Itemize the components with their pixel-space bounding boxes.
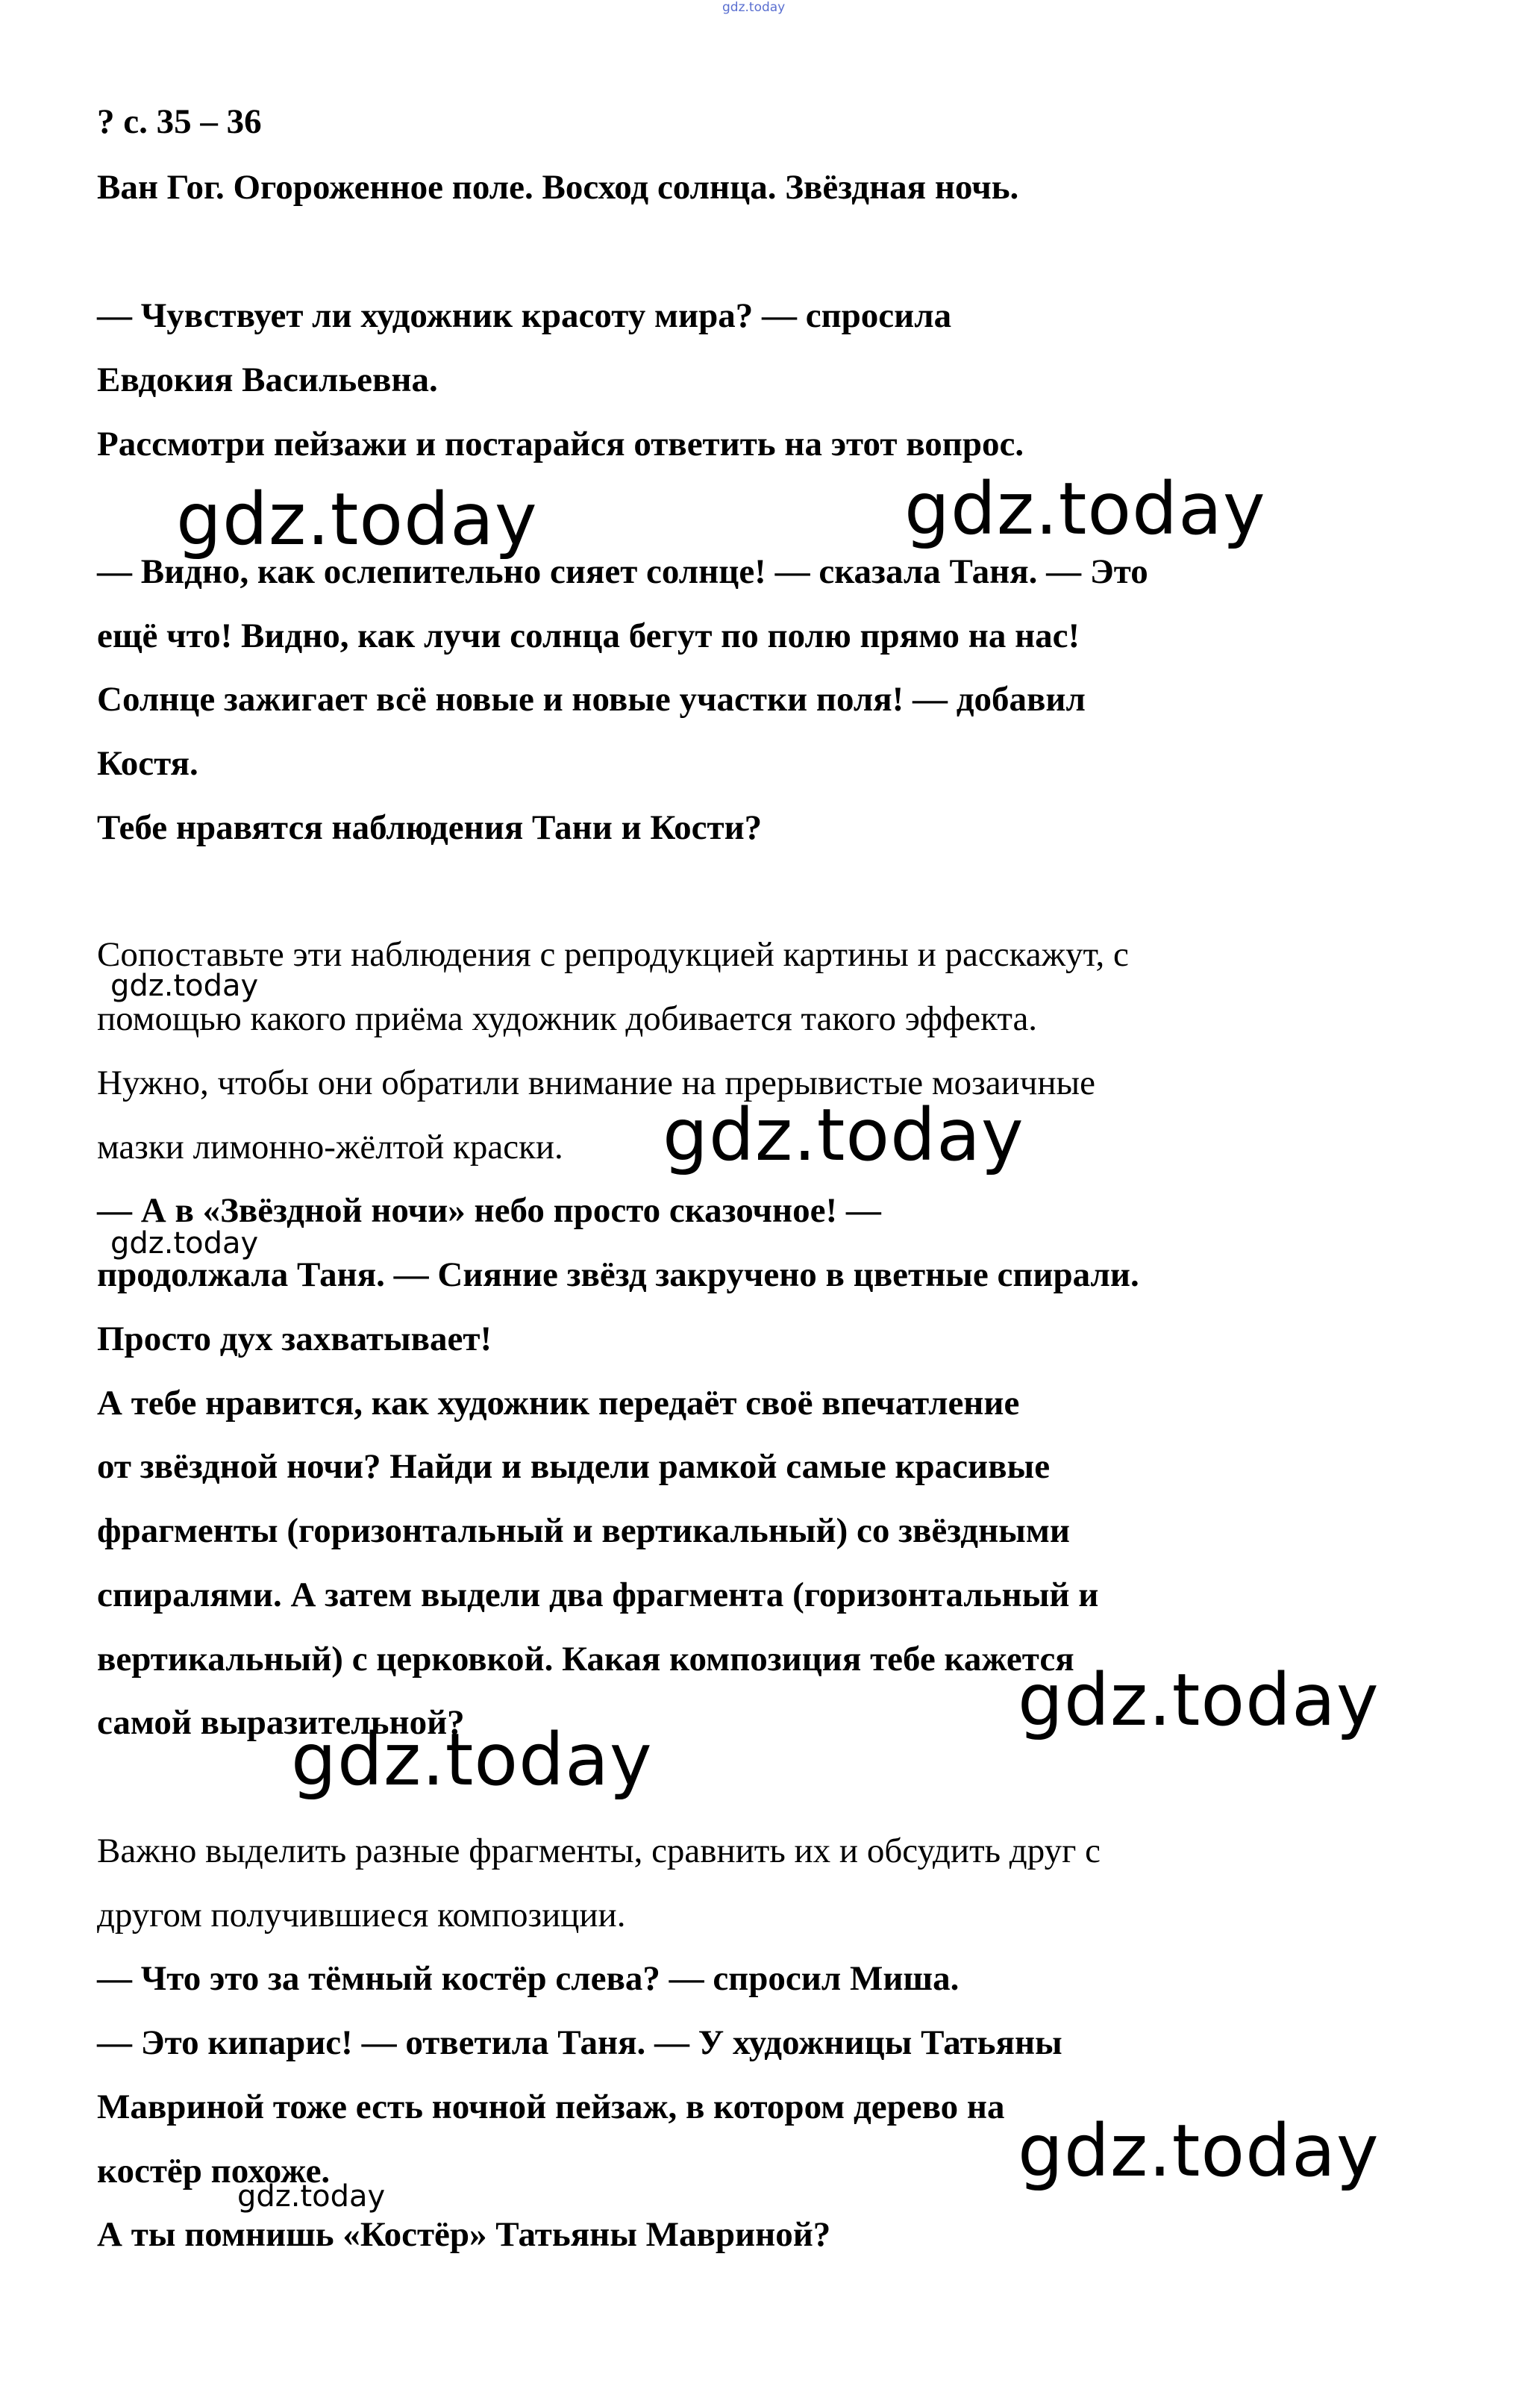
lesson-title: Ван Гог. Огороженное поле. Восход солнца. Звёздная ночь. [97, 168, 1019, 207]
text-line: Рассмотри пейзажи и постарайся ответить на этот вопрос. [97, 425, 1024, 463]
answer-line: помощью какого приёма художник добивается такого эффекта. [97, 999, 1038, 1038]
watermark: gdz.today [110, 969, 259, 1003]
text-line: продолжала Таня. — Сияние звёзд закручено в цветные спирали. [97, 1255, 1139, 1294]
text-line: — Это кипарис! — ответила Таня. — У художницы Татьяны [97, 2023, 1062, 2062]
answer-line: Нужно, чтобы они обратили внимание на прерывистые мозаичные [97, 1064, 1095, 1102]
answer-line: Сопоставьте эти наблюдения с репродукцией картины и расскажут, с [97, 935, 1129, 974]
watermark: gdz.today [237, 2179, 386, 2214]
text-line: вертикальный) с церковкой. Какая композиция тебе кажется [97, 1640, 1074, 1679]
text-line: — А в «Звёздной ночи» небо просто сказочное! — [97, 1191, 881, 1230]
text-line: ещё что! Видно, как лучи солнца бегут по полю прямо на нас! [97, 616, 1080, 655]
text-line: Евдокия Васильевна. [97, 360, 438, 399]
header-watermark: gdz.today [722, 0, 786, 15]
text-line: костёр похоже. [97, 2152, 331, 2191]
text-line: А ты помнишь «Костёр» Татьяны Мавриной? [97, 2215, 831, 2254]
text-line: А тебе нравится, как художник передаёт своё впечатление [97, 1384, 1020, 1423]
text-line: Тебе нравятся наблюдения Тани и Кости? [97, 808, 763, 847]
answer-line: мазки лимонно-жёлтой краски. [97, 1128, 563, 1167]
answer-line: Важно выделить разные фрагменты, сравнить их и обсудить друг с [97, 1832, 1101, 1870]
watermark: gdz.today [176, 478, 538, 561]
watermark: gdz.today [291, 1718, 653, 1802]
text-line: самой выразительной? [97, 1703, 465, 1742]
text-line: — Что это за тёмный костёр слева? — спросил Миша. [97, 1959, 960, 1998]
text-line: Костя. [97, 744, 198, 783]
text-line: спиралями. А затем выдели два фрагмента (горизонтальный и [97, 1576, 1099, 1614]
answer-line: другом получившиеся композиции. [97, 1896, 626, 1935]
text-line: Просто дух захватывает! [97, 1320, 492, 1358]
watermark: gdz.today [110, 1226, 259, 1261]
text-line: Мавриной тоже есть ночной пейзаж, в котором дерево на [97, 2088, 1005, 2126]
text-line: — Видно, как ослепительно сияет солнце! — сказала Таня. — Это [97, 552, 1148, 591]
page-reference: ? с. 35 – 36 [97, 102, 262, 141]
watermark: gdz.today [663, 1093, 1024, 1177]
text-line: от звёздной ночи? Найди и выдели рамкой самые красивые [97, 1447, 1051, 1486]
text-line: фрагменты (горизонтальный и вертикальный) со звёздными [97, 1511, 1070, 1550]
text-line: Солнце зажигает всё новые и новые участки поля! — добавил [97, 680, 1086, 719]
text-line: — Чувствует ли художник красоту мира? — спросила [97, 296, 952, 335]
watermark: gdz.today [1018, 1658, 1380, 1742]
watermark: gdz.today [1018, 2109, 1380, 2193]
watermark: gdz.today [904, 467, 1266, 551]
